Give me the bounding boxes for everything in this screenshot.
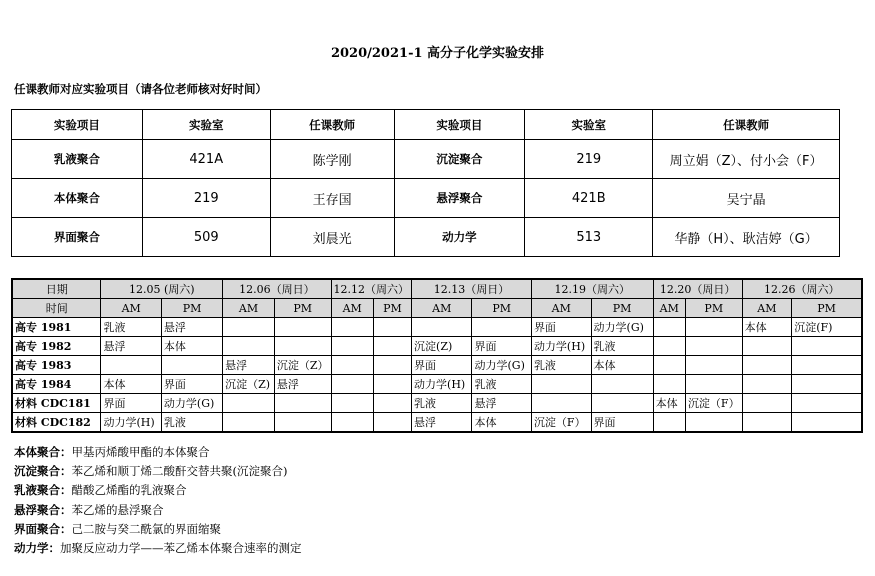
schedule-cell [685,337,742,356]
note-line [14,481,302,500]
schedule-cell: 界面 [412,356,472,375]
class-name: 高专 1984 [12,375,101,394]
am-cell: AM [101,299,161,318]
experiment-name: 动力学 [394,218,525,257]
schedule-cell [223,413,275,433]
note-text: 醋酸乙烯酯的乳液聚合 [71,483,187,498]
schedule-cell: 乳液 [591,337,653,356]
teacher-name: 陈学刚 [270,140,394,179]
note-term: 沉淀聚合： [14,464,72,479]
schedule-cell: 沉淀（Z) [223,375,275,394]
experiment-name: 本体聚合 [12,179,143,218]
schedule-cell [373,375,411,394]
schedule-cell: 乳液 [472,375,531,394]
lab-room: 421A [142,140,270,179]
assignment-row [12,140,840,179]
schedule-cell [373,394,411,413]
date-cell: 12.26（周六） [742,279,862,299]
schedule-cell [531,375,591,394]
schedule-cell [274,337,331,356]
schedule-cell [591,375,653,394]
col-header: 实验项目 [394,110,525,140]
schedule-cell [274,413,331,433]
schedule-cell [792,356,862,375]
schedule-cell: 悬浮 [412,413,472,433]
lab-room: 509 [142,218,270,257]
note-term: 乳液聚合： [14,483,72,498]
class-name: 高专 1983 [12,356,101,375]
schedule-cell: 动力学(G) [161,394,222,413]
schedule-cell [685,318,742,337]
schedule-cell [685,375,742,394]
schedule-cell: 界面 [472,337,531,356]
schedule-cell [274,394,331,413]
schedule-cell [101,356,161,375]
experiment-name: 乳液聚合 [12,140,143,179]
col-header: 实验室 [525,110,653,140]
schedule-body [12,318,862,433]
schedule-row [12,337,862,356]
teacher-name: 刘晨光 [270,218,394,257]
schedule-cell [591,394,653,413]
note-term: 本体聚合： [14,445,72,459]
date-label: 日期 [12,279,101,299]
schedule-cell: 乳液 [101,318,161,337]
teacher-name: 周立娟（Z）、付小会（F） [653,140,840,179]
pm-cell: PM [161,299,222,318]
lab-room: 219 [142,179,270,218]
pm-cell: PM [591,299,653,318]
schedule-cell [223,337,275,356]
lab-room: 421B [525,179,653,218]
schedule-cell: 本体 [742,318,792,337]
pm-cell: PM [274,299,331,318]
schedule-cell [472,318,531,337]
schedule-cell [223,318,275,337]
class-name: 高专 1982 [12,337,101,356]
schedule-cell: 本体 [472,413,531,433]
schedule-cell: 本体 [653,394,685,413]
schedule-row [12,356,862,375]
pm-cell: PM [792,299,862,318]
date-cell: 12.13（周日） [412,279,532,299]
schedule-cell [223,394,275,413]
am-cell: AM [412,299,472,318]
pm-cell: PM [472,299,531,318]
schedule-table [11,278,863,433]
col-header: 实验项目 [12,110,143,140]
schedule-cell [792,394,862,413]
schedule-cell [373,318,411,337]
experiment-name: 沉淀聚合 [394,140,525,179]
schedule-cell [653,413,685,433]
note-text: 己二胺与癸二酰氯的界面缩聚 [71,521,221,536]
assignment-row [12,218,840,257]
assignment-row [12,179,840,218]
am-cell: AM [742,299,792,318]
schedule-cell [331,375,373,394]
schedule-cell [792,413,862,433]
schedule-cell [373,413,411,433]
schedule-cell: 沉淀(Z) [412,337,472,356]
teacher-name: 王存国 [270,179,394,218]
date-header-row [12,279,862,299]
schedule-cell: 动力学(H) [412,375,472,394]
schedule-cell: 本体 [101,375,161,394]
schedule-cell: 乳液 [161,413,222,433]
schedule-cell: 本体 [591,356,653,375]
schedule-cell: 悬浮 [472,394,531,413]
schedule-cell [653,375,685,394]
am-cell: AM [653,299,685,318]
lab-room: 513 [525,218,653,257]
teacher-name: 吴宁晶 [653,179,840,218]
col-header: 任课教师 [653,110,840,140]
schedule-cell: 悬浮 [274,375,331,394]
assignment-header-row [12,110,840,140]
schedule-cell [742,356,792,375]
schedule-cell [373,356,411,375]
schedule-cell [373,337,411,356]
date-cell: 12.20（周日） [653,279,742,299]
note-term: 悬浮聚合： [14,502,72,517]
schedule-cell [685,356,742,375]
date-cell: 12.19（周六） [531,279,653,299]
am-cell: AM [223,299,275,318]
schedule-cell: 界面 [101,394,161,413]
experiment-name: 界面聚合 [12,218,143,257]
schedule-row [12,375,862,394]
schedule-cell: 悬浮 [161,318,222,337]
schedule-cell: 界面 [591,413,653,433]
schedule-cell: 动力学(G) [591,318,653,337]
page-title: 2020/2021-1 高分子化学实验安排 [330,46,545,61]
note-text: 甲基丙烯酸甲酯的本体聚合 [71,445,210,459]
note-line [14,462,302,481]
schedule-cell: 界面 [531,318,591,337]
lab-room: 219 [525,140,653,179]
schedule-cell: 本体 [161,337,222,356]
schedule-cell [742,337,792,356]
schedule-cell [653,318,685,337]
date-cell: 12.05 (周六) [101,279,223,299]
schedule-cell [653,356,685,375]
schedule-row [12,413,862,433]
page-subtitle: 任课教师对应实验项目（请各位老师核对好时间） [14,82,267,96]
note-line [14,501,302,520]
schedule-cell: 沉淀（F） [685,394,742,413]
schedule-cell: 乳液 [412,394,472,413]
schedule-cell: 乳液 [531,356,591,375]
date-cell: 12.12（周六） [331,279,412,299]
note-text: 苯乙烯的悬浮聚合 [71,502,164,517]
note-line [14,539,302,558]
col-header: 任课教师 [270,110,394,140]
class-name: 高专 1981 [12,318,101,337]
col-header: 实验室 [142,110,270,140]
schedule-cell: 沉淀（Z） [274,356,331,375]
schedule-cell [792,375,862,394]
am-cell: AM [331,299,373,318]
note-term: 动力学： [14,541,60,556]
schedule-cell: 动力学(G) [472,356,531,375]
date-cell: 12.06（周日） [223,279,331,299]
schedule-cell: 沉淀（F） [531,413,591,433]
schedule-cell: 沉淀(F) [792,318,862,337]
note-text: 加聚反应动力学——苯乙烯本体聚合速率的测定 [60,541,302,556]
note-term: 界面聚合： [14,521,72,536]
teacher-name: 华静（H）、耿洁婷（G） [653,218,840,257]
schedule-cell: 界面 [161,375,222,394]
schedule-row [12,394,862,413]
schedule-cell [742,375,792,394]
teacher-assignment-table [11,109,840,257]
schedule-cell [331,413,373,433]
class-name: 材料 CDC181 [12,394,101,413]
schedule-cell [161,356,222,375]
schedule-cell [274,318,331,337]
note-line [14,443,302,462]
note-line [14,520,302,539]
schedule-cell: 悬浮 [223,356,275,375]
schedule-cell [792,337,862,356]
schedule-cell [331,337,373,356]
schedule-cell [685,413,742,433]
schedule-cell [742,413,792,433]
time-label: 时间 [12,299,101,318]
schedule-cell [531,394,591,413]
schedule-cell: 动力学(H) [101,413,161,433]
schedule-cell: 动力学(H) [531,337,591,356]
am-cell: AM [531,299,591,318]
schedule-cell [331,356,373,375]
pm-cell: PM [685,299,742,318]
time-header-row [12,299,862,318]
experiment-name: 悬浮聚合 [394,179,525,218]
schedule-row [12,318,862,337]
class-name: 材料 CDC182 [12,413,101,433]
schedule-cell [653,337,685,356]
schedule-cell [742,394,792,413]
note-text: 苯乙烯和顺丁烯二酸酐交替共聚(沉淀聚合) [71,464,288,479]
schedule-cell [331,394,373,413]
pm-cell: PM [373,299,411,318]
experiment-notes [14,443,302,558]
schedule-cell [331,318,373,337]
schedule-cell [412,318,472,337]
schedule-cell: 悬浮 [101,337,161,356]
